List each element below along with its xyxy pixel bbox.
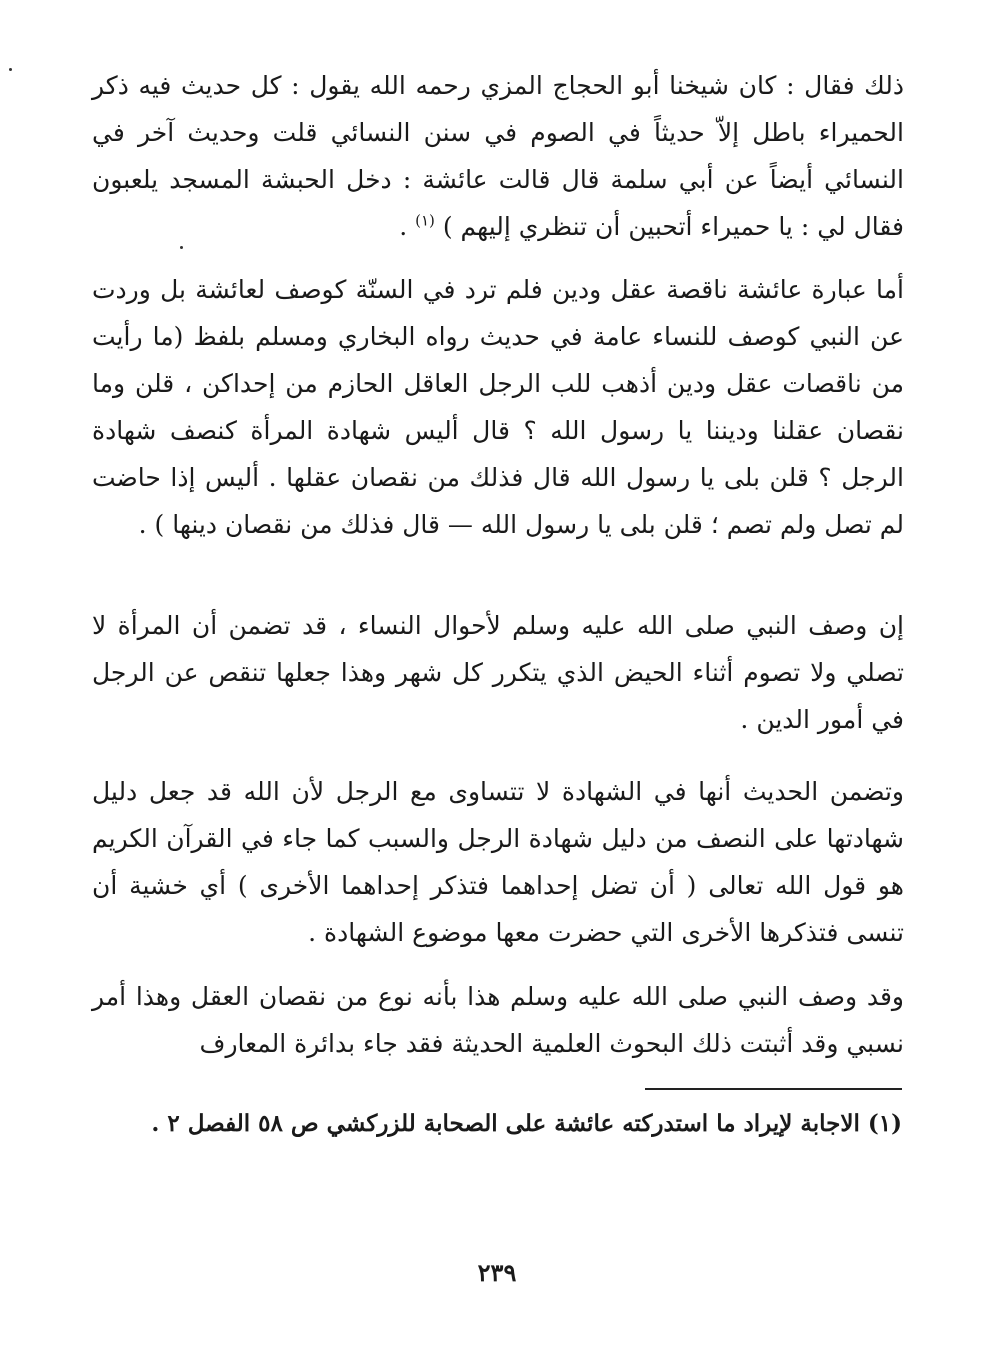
footnote-separator bbox=[645, 1088, 902, 1090]
paragraph-4: وتضمن الحديث أنها في الشهادة لا تتساوى مع الرجل لأن الله قد جعل دليل شهادتها على النصف من دليل شهادة الرجل والسبب كما جاء في القرآن الكريم هو قول الله تعالى ( أن تضل إحداهما فتذكر إحداهما الأخرى ) أي خشية أن تنسى فتذكرها الأخرى التي حضرت معها موضوع الشهادة . bbox=[92, 777, 904, 947]
page-number: ٢٣٩ bbox=[477, 1258, 517, 1287]
footnote: (١) الاجابة لإيراد ما استدركته عائشة على الصحابة للزركشي ص ٥٨ الفصل ٢ . bbox=[151, 1110, 902, 1137]
paragraph-3: إن وصف النبي صلى الله عليه وسلم لأحوال النساء ، قد تضمن أن المرأة لا تصلي ولا تصوم أثناء الحيض الذي يتكرر كل شهر وهذا جعلها تنقص عن الرجل في أمور الدين . bbox=[92, 611, 904, 734]
paragraph-1 bbox=[92, 62, 904, 250]
paragraph-1-text: ذلك فقال : كان شيخنا أبو الحجاج المزي رحمه الله يقول : كل حديث فيه ذكر الحميراء باطل إلاّ حديثاً في الصوم في سنن النسائي قلت وحديث آخر في النسائي أيضاً عن أبي سلمة قال قالت عائشة : دخل الحبشة المسجد يلعبون فقال لي : يا حميراء أتحبين أن تنظري إليهم ) bbox=[92, 71, 904, 241]
paragraph-5: وقد وصف النبي صلى الله عليه وسلم هذا بأنه نوع من نقصان العقل وهذا أمر نسبي وقد أثبتت ذلك البحوث العلمية الحديثة فقد جاء بدائرة المعارف bbox=[92, 982, 904, 1058]
scan-speck bbox=[9, 68, 12, 71]
paragraph-2: أما عبارة عائشة ناقصة عقل ودين فلم ترد في السنّة كوصف لعائشة بل وردت عن النبي كوصف للنساء عامة في حديث رواه البخاري ومسلم بلفظ (ما رأيت من ناقصات عقل ودين أذهب للب الرجل العاقل الحازم من إحداكن ، قلن وما نقصان عقلنا وديننا يا رسول الله ؟ قال أليس شهادة المرأة كنصف شهادة الرجل ؟ قلن بلى يا رسول الله قال فذلك من نقصان عقلها . أليس إذا حاضت لم تصل ولم تصم ؛ قلن بلى يا رسول الله — قال فذلك من نقصان دينها ) . bbox=[92, 275, 904, 539]
paragraph-1-end: . bbox=[399, 212, 416, 241]
footnote-reference: (١) bbox=[415, 211, 435, 230]
